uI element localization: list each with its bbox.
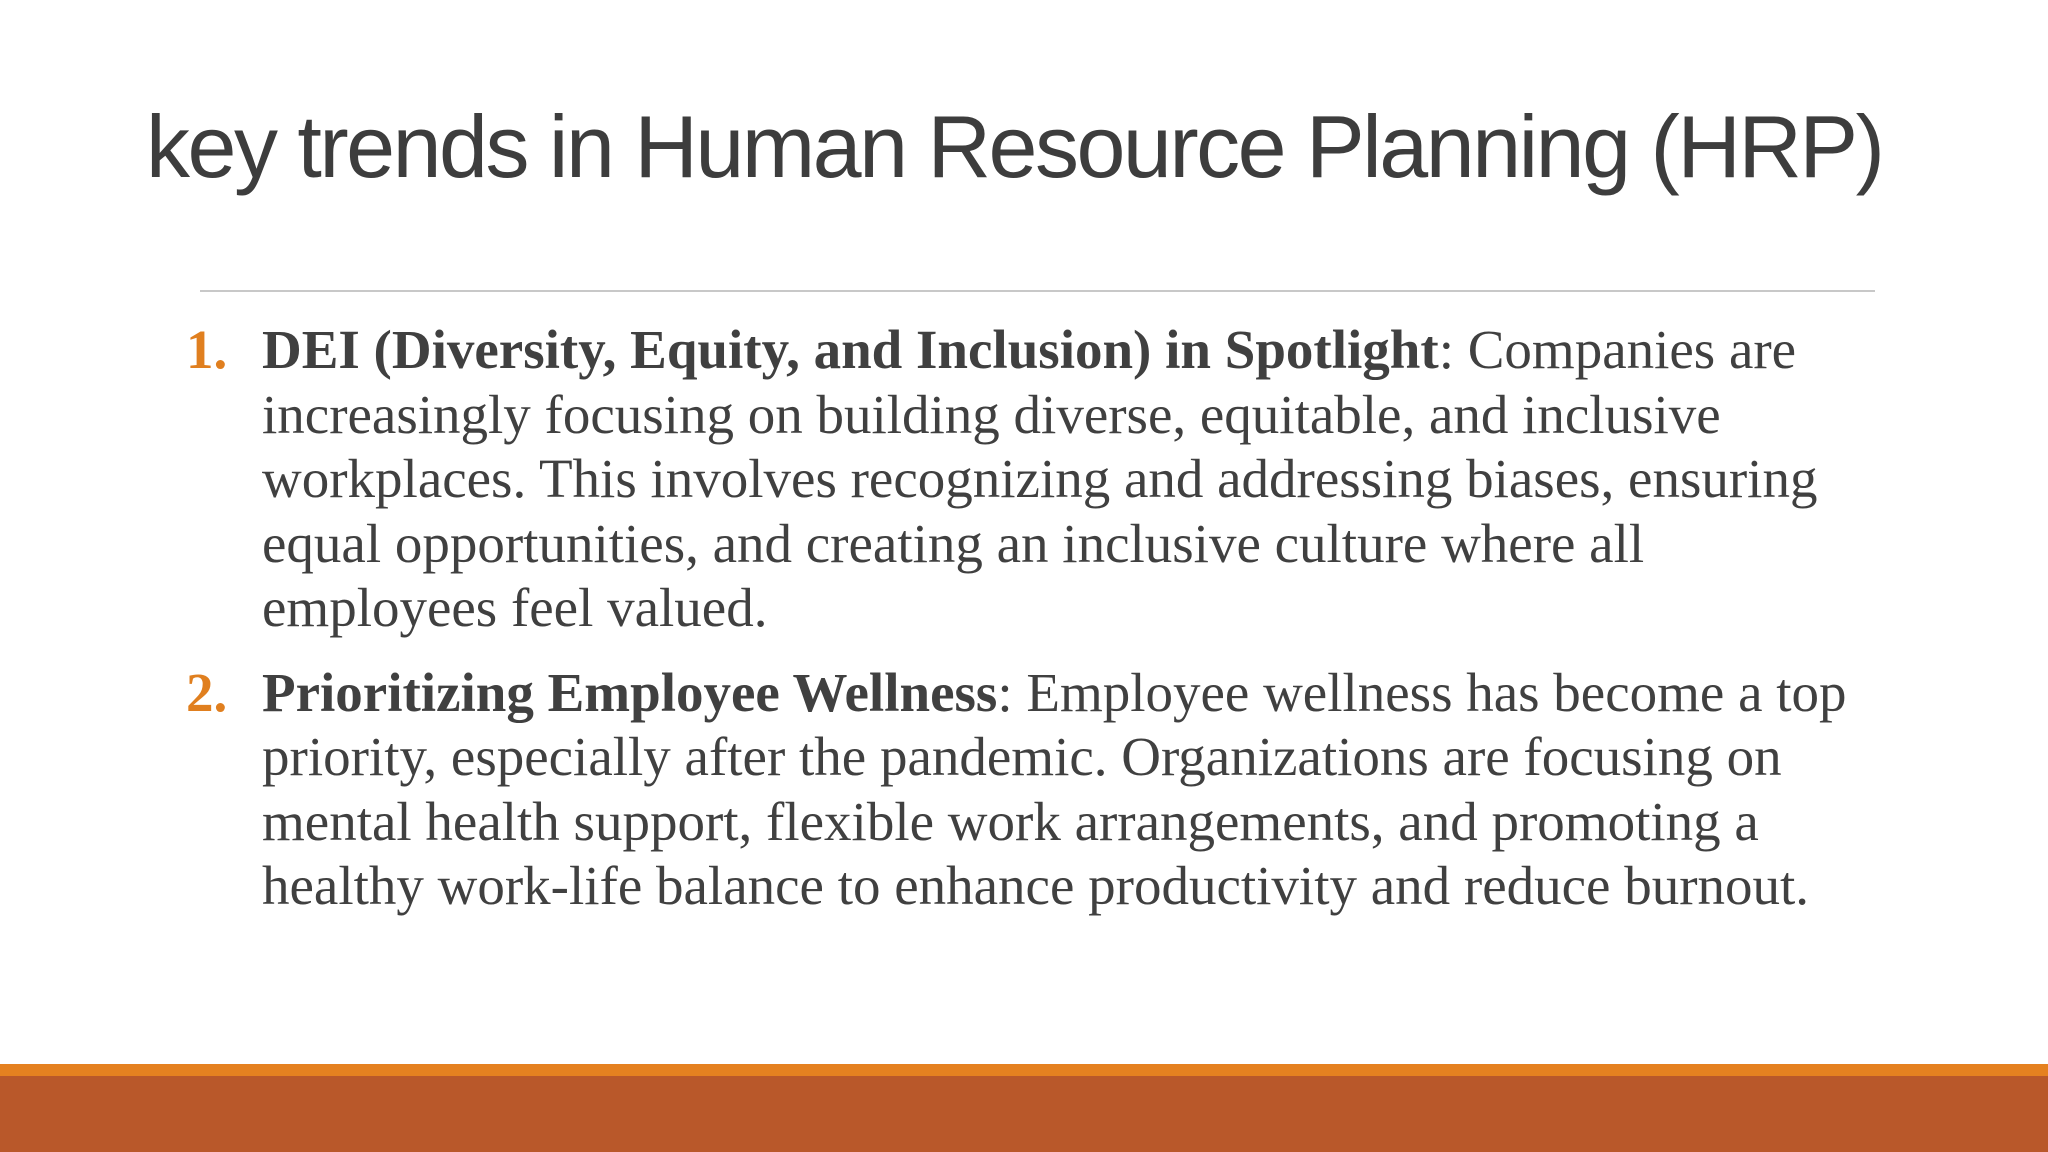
item-text: : Employee wellness has become a top priority, especially after the pandemic. Organizations are focusing on mental health support, flexible work arrangements, and promoting a healthy work-life balance to enhance productivity and reduce burnout. <box>262 661 1847 916</box>
list-item <box>186 661 1876 919</box>
item-heading: Prioritizing Employee Wellness <box>262 661 998 723</box>
item-number: 2. <box>186 661 228 723</box>
slide-title: key trends in Human Resource Planning (HRP) <box>146 97 1883 196</box>
list-item <box>186 318 1876 641</box>
title-divider <box>200 290 1875 292</box>
footer-band <box>0 1076 2048 1152</box>
item-number: 1. <box>186 319 228 380</box>
item-text: : Companies are increasingly focusing on building diverse, equitable, and inclusive workplaces. This involves recognizing and addressing biases, ensuring equal opportunities, and creating an inclusive culture where all employees feel valued. <box>262 319 1818 638</box>
footer-accent-band <box>0 1064 2048 1076</box>
item-heading: DEI (Diversity, Equity, and Inclusion) in Spotlight <box>262 319 1439 380</box>
slide-body <box>186 318 1876 939</box>
